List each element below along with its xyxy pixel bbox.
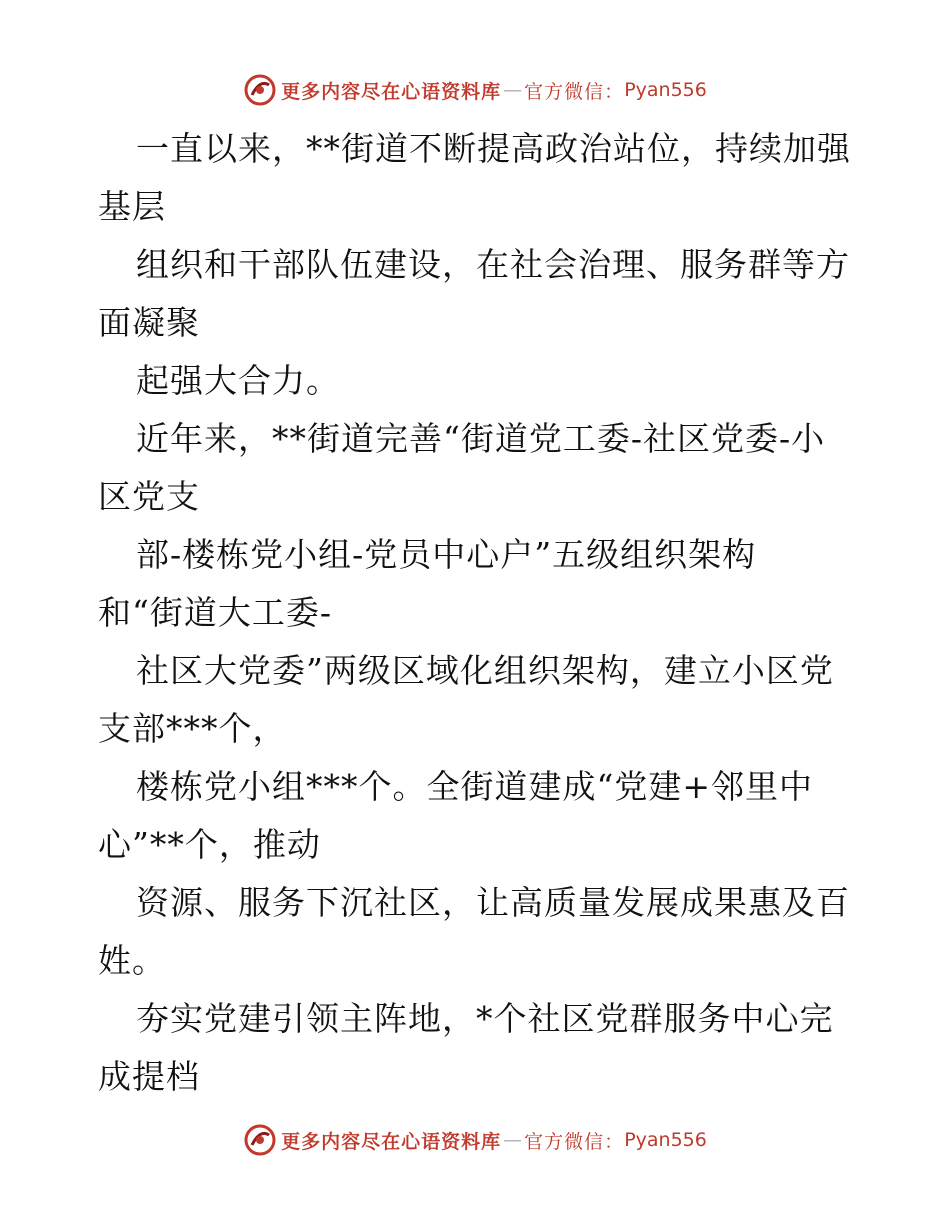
banner-dash: —	[503, 79, 523, 101]
text-line: 组织和干部队伍建设，在社会治理、服务群等方	[136, 245, 850, 284]
header-watermark	[0, 70, 950, 110]
text-line: 夯实党建引领主阵地，*个社区党群服务中心完	[136, 999, 834, 1038]
text-line: 一直以来，**街道不断提高政治站位，持续加强	[136, 129, 851, 168]
text-line: 近年来，**街道完善“街道党工委-社区党委-小	[136, 419, 826, 458]
logo-icon	[243, 73, 277, 107]
text-line: 部-楼栋党小组-党员中心户”五级组织架构	[136, 535, 757, 574]
text-line: 楼栋党小组***个。全街道建成“党建+邻里中	[136, 767, 814, 806]
footer-watermark	[0, 1120, 950, 1160]
text-line: 社区大党委”两级区域化组织架构，建立小区党	[136, 651, 834, 690]
text-line: 支部***个，	[98, 709, 287, 748]
logo-icon	[243, 1123, 277, 1157]
banner-text: 更多内容尽在心语资料库	[281, 80, 502, 103]
banner-wechat: 官方微信：	[524, 80, 625, 103]
text-line: 面凝聚	[98, 303, 200, 342]
banner-id: Pyan556	[624, 79, 707, 101]
text-line: 心”**个，推动	[98, 825, 321, 864]
text-line: 区党支	[98, 477, 200, 516]
text-line: 资源、服务下沉社区，让高质量发展成果惠及百	[136, 883, 850, 922]
text-line: 基层	[98, 187, 166, 226]
text-line: 和“街道大工委-	[98, 593, 333, 632]
banner-dash: —	[503, 1129, 523, 1151]
text-line: 起强大合力。	[136, 361, 340, 400]
text-line: 姓。	[98, 941, 166, 980]
banner-id: Pyan556	[624, 1129, 707, 1151]
document-body	[98, 120, 858, 1106]
banner-wechat: 官方微信：	[524, 1130, 625, 1153]
text-line: 成提档	[98, 1057, 200, 1096]
banner-text: 更多内容尽在心语资料库	[281, 1130, 502, 1153]
